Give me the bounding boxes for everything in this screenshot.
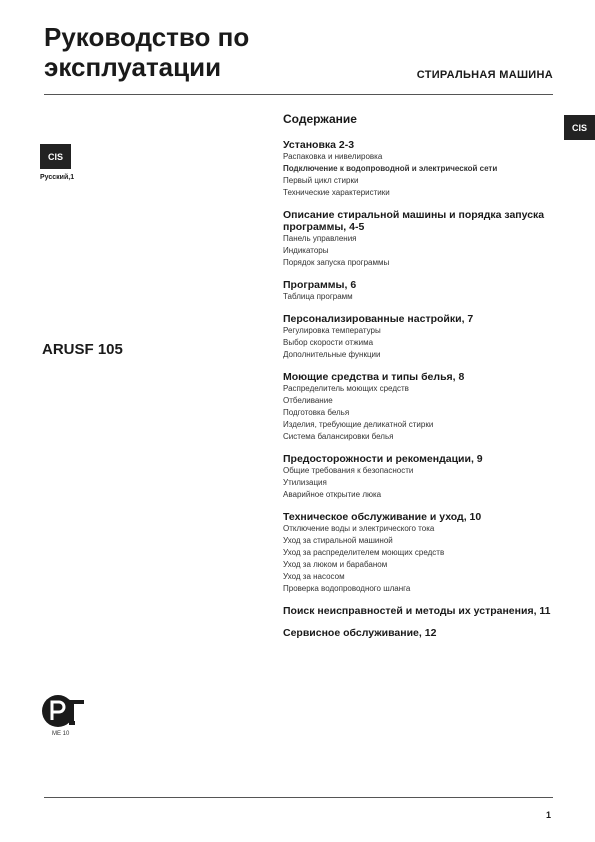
- toc-section-title: Предосторожности и рекомендации, 9: [283, 453, 483, 465]
- toc-item: Изделия, требующие деликатной стирки: [283, 420, 434, 429]
- toc-section-title: Техническое обслуживание и уход, 10: [283, 511, 482, 523]
- toc-section-title: Описание стиральной машины и порядка запуска программы, 4-5: [283, 209, 545, 233]
- certification-code: ME 10: [52, 731, 70, 737]
- toc-section: [283, 605, 555, 617]
- footer-divider: [44, 797, 553, 798]
- toc-section: [283, 511, 555, 595]
- toc-item-list: [283, 151, 555, 199]
- toc-section: [283, 627, 555, 639]
- toc-item: Технические характеристики: [283, 188, 390, 197]
- model-name: ARUSF 105: [42, 341, 123, 358]
- toc-item: Уход за люком и барабаном: [283, 560, 388, 569]
- toc-section: [283, 209, 555, 269]
- toc-item: Уход за распределителем моющих средств: [283, 548, 445, 557]
- language-tab: CIS: [564, 115, 595, 140]
- toc-item: Проверка водопроводного шланга: [283, 584, 411, 593]
- toc-item-list: [283, 233, 555, 269]
- toc-item-list: [283, 465, 555, 501]
- language-page-ref: Русский,1: [40, 174, 75, 181]
- toc-item: Система балансировки белья: [283, 432, 394, 441]
- toc-item: Таблица программ: [283, 292, 353, 301]
- toc-item-list: [283, 383, 555, 443]
- toc-item: Выбор скорости отжима: [283, 338, 374, 347]
- toc-item: Индикаторы: [283, 246, 329, 255]
- gost-certification-mark-icon: [42, 693, 86, 729]
- toc-section: [283, 139, 555, 199]
- title-line-2: эксплуатации: [44, 52, 222, 82]
- toc-heading: Содержание: [283, 112, 357, 126]
- toc-item: Распаковка и нивелировка: [283, 152, 383, 161]
- language-badge: CIS: [40, 144, 71, 169]
- toc-item-list: [283, 291, 555, 303]
- toc-section-title: Программы, 6: [283, 279, 357, 291]
- toc-section-title: Поиск неисправностей и методы их устранения, 11: [283, 605, 551, 617]
- header-divider: [44, 94, 553, 95]
- toc-item: Распределитель моющих средств: [283, 384, 409, 393]
- document-subtitle: СТИРАЛЬНАЯ МАШИНА: [416, 69, 553, 81]
- toc-item: Аварийное открытие люка: [283, 490, 382, 499]
- toc-item: Уход за насосом: [283, 572, 345, 581]
- toc-section-title: Сервисное обслуживание, 12: [283, 627, 437, 639]
- toc-section-title: Моющие средства и типы белья, 8: [283, 371, 465, 383]
- toc-item: Панель управления: [283, 234, 357, 243]
- toc-section: [283, 371, 555, 443]
- toc-section-title: Персонализированные настройки, 7: [283, 313, 474, 325]
- toc-item: Утилизация: [283, 478, 327, 487]
- toc-section-title: Установка 2-3: [283, 139, 355, 151]
- toc-item: Подключение к водопроводной и электрической сети: [283, 164, 498, 173]
- toc-section: [283, 453, 555, 501]
- toc-item: Уход за стиральной машиной: [283, 536, 393, 545]
- toc-item: Порядок запуска программы: [283, 258, 390, 267]
- toc-item: Отключение воды и электрического тока: [283, 524, 435, 533]
- document-title: [44, 22, 249, 82]
- toc-item: Дополнительные функции: [283, 350, 381, 359]
- toc-section: [283, 279, 555, 303]
- page-number: 1: [545, 810, 551, 820]
- toc-item: Первый цикл стирки: [283, 176, 359, 185]
- title-line-1: Руководство по: [44, 22, 250, 52]
- toc-item: Общие требования к безопасности: [283, 466, 414, 475]
- table-of-contents: [283, 139, 555, 649]
- toc-item-list: [283, 523, 555, 595]
- toc-item: Регулировка температуры: [283, 326, 381, 335]
- toc-section: [283, 313, 555, 361]
- toc-item: Отбеливание: [283, 396, 333, 405]
- toc-item-list: [283, 325, 555, 361]
- toc-item: Подготовка белья: [283, 408, 350, 417]
